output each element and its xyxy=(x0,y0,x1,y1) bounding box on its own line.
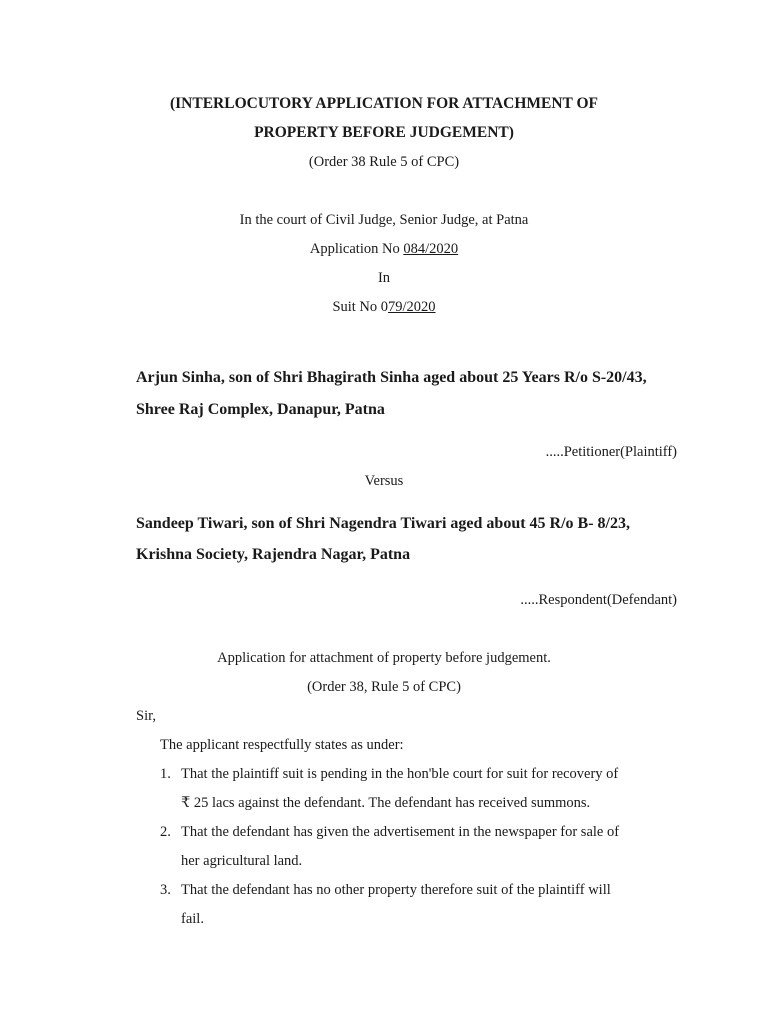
suit-prefix: Suit No 0 xyxy=(332,299,389,315)
subject-order: (Order 38, Rule 5 of CPC) xyxy=(307,679,461,695)
list-number: 2. xyxy=(160,824,171,840)
petitioner-role: .....Petitioner(Plaintiff) xyxy=(545,444,677,460)
order-reference: (Order 38 Rule 5 of CPC) xyxy=(308,154,460,170)
court-line: In the court of Civil Judge, Senior Judge, at Patna xyxy=(239,212,529,228)
application-prefix: Application No xyxy=(309,241,404,257)
application-number xyxy=(0,240,768,258)
respondent-role: .....Respondent(Defendant) xyxy=(520,592,677,608)
salutation: Sir, xyxy=(136,708,156,724)
application-no-value: 084/2020 xyxy=(403,241,459,257)
title-line-1: (INTERLOCUTORY APPLICATION FOR ATTACHMENT OF xyxy=(169,95,599,112)
list-item-line-1: That the defendant has no other property therefore suit of the plaintiff will xyxy=(181,882,611,898)
list-number: 3. xyxy=(160,882,171,898)
respondent-line-1: Sandeep Tiwari, son of Shri Nagendra Tiwari aged about 45 R/o B- 8/23, xyxy=(136,515,630,532)
subject-line: Application for attachment of property before judgement. xyxy=(217,650,551,666)
intro-line: The applicant respectfully states as under: xyxy=(160,737,404,753)
title-line-2: PROPERTY BEFORE JUDGEMENT) xyxy=(254,124,514,141)
list-item-line-2: her agricultural land. xyxy=(181,853,303,869)
list-item-line-1: That the defendant has given the advertisement in the newspaper for sale of xyxy=(181,824,620,840)
versus-label: Versus xyxy=(364,473,404,489)
petitioner-line-2: Shree Raj Complex, Danapur, Patna xyxy=(136,401,385,418)
petitioner-line-1: Arjun Sinha, son of Shri Bhagirath Sinha aged about 25 Years R/o S-20/43, xyxy=(136,369,647,386)
respondent-line-2: Krishna Society, Rajendra Nagar, Patna xyxy=(136,546,411,563)
list-item-line-2: ₹ 25 lacs against the defendant. The defendant has received summons. xyxy=(181,795,591,811)
suit-no-value: 79/2020 xyxy=(388,299,436,315)
list-item-line-2: fail. xyxy=(181,911,204,927)
list-item-line-1: That the plaintiff suit is pending in the hon'ble court for suit for recovery of xyxy=(181,766,619,782)
suit-number xyxy=(0,298,768,316)
list-number: 1. xyxy=(160,766,171,782)
in-word: In xyxy=(377,270,391,286)
